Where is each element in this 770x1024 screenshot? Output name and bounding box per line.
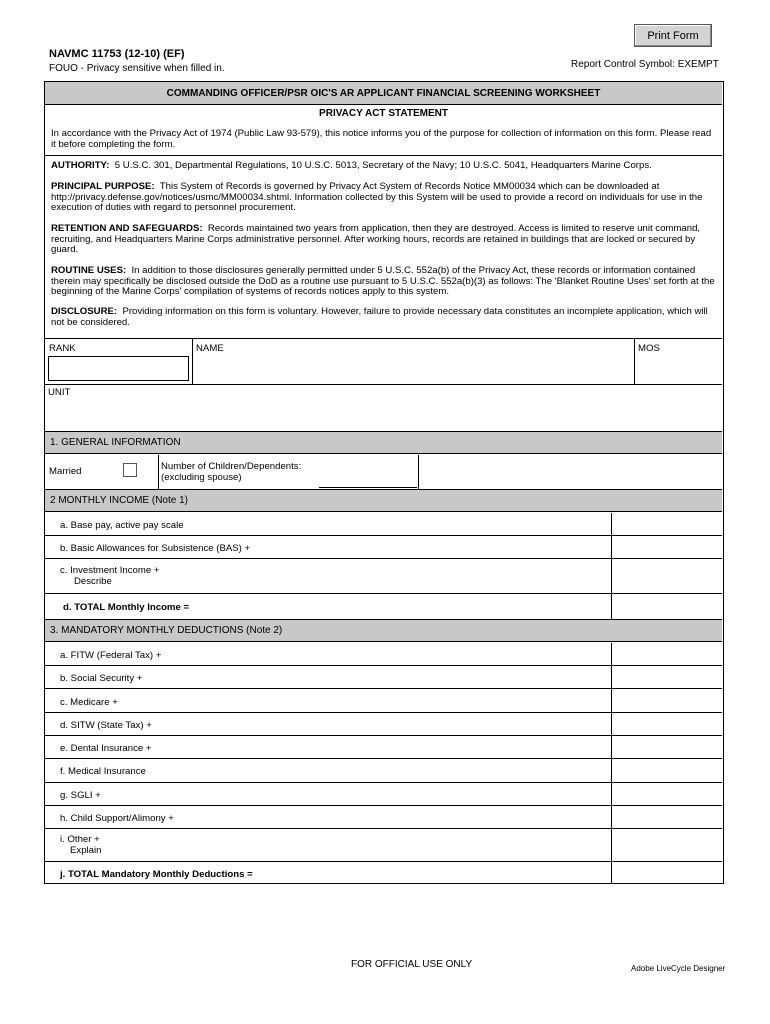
- unit-input[interactable]: [45, 398, 722, 430]
- deduction-g-input[interactable]: [612, 783, 722, 805]
- income-b-label: b. Basic Allowances for Subsistence (BAS) +: [60, 543, 251, 554]
- mandatory-deductions-heading: 3. MANDATORY MONTHLY DEDUCTIONS (Note 2): [45, 619, 722, 642]
- deduction-e-label: e. Dental Insurance +: [60, 743, 152, 754]
- general-information-heading: 1. GENERAL INFORMATION: [45, 431, 722, 454]
- deductions-total-input[interactable]: [612, 862, 722, 883]
- privacy-act-title: PRIVACY ACT STATEMENT: [319, 108, 448, 119]
- monthly-income-heading: 2 MONTHLY INCOME (Note 1): [45, 489, 722, 512]
- fouo-notice: FOUO - Privacy sensitive when filled in.: [49, 63, 225, 74]
- deduction-d-label: d. SITW (State Tax) +: [60, 720, 152, 731]
- print-form-button[interactable]: Print Form: [634, 24, 712, 47]
- purpose-paragraph: [51, 182, 717, 214]
- deduction-a-input[interactable]: [612, 643, 722, 665]
- deduction-f-label: f. Medical Insurance: [60, 766, 146, 777]
- privacy-intro: In accordance with the Privacy Act of 1974 (Public Law 93-579), this notice informs you of the purpose for collection of information on this form. Please read it before completing the form.: [51, 128, 712, 150]
- routine-uses-paragraph: [51, 266, 717, 298]
- deduction-d-input[interactable]: [612, 713, 722, 735]
- children-label-line2: (excluding spouse): [161, 472, 242, 483]
- income-total-label: d. TOTAL Monthly Income =: [63, 602, 190, 613]
- income-c-line1: c. Investment Income +: [60, 565, 160, 576]
- income-c-line2: Describe: [74, 576, 112, 587]
- fouo-footer: FOR OFFICIAL USE ONLY: [351, 959, 473, 970]
- deduction-a-label: a. FITW (Federal Tax) +: [60, 650, 162, 661]
- mos-input[interactable]: [635, 354, 722, 384]
- deduction-i-line2: Explain: [70, 845, 102, 856]
- authority-text: 5 U.S.C. 301, Departmental Regulations, 10 U.S.C. 5013, Secretary of the Navy; 10 U.S.C. 5041, Headquarters Marine Corps.: [114, 160, 652, 171]
- disclosure-paragraph: [51, 307, 717, 328]
- disclosure-label: DISCLOSURE:: [51, 306, 118, 317]
- deduction-i-input[interactable]: [612, 829, 722, 861]
- unit-label: UNIT: [48, 387, 71, 398]
- routine-text: In addition to those disclosures generally permitted under 5 U.S.C. 552a(b) of the Privacy Act, these records or information contained therein may specifically be disclosed outside the DoD as a routine use pursuant to 5 U.S.C. 552a(b)(3) as follows: The 'Blanket Routine Uses' set forth at the beginning of the Marine Corps' compilation of systems of records notices apply to this system.: [51, 265, 715, 297]
- authority-label: AUTHORITY:: [51, 160, 110, 171]
- deduction-h-input[interactable]: [612, 806, 722, 828]
- married-checkbox[interactable]: [123, 463, 137, 477]
- purpose-label: PRINCIPAL PURPOSE:: [51, 181, 155, 192]
- worksheet-form: [44, 81, 724, 884]
- rank-label: RANK: [49, 343, 76, 354]
- purpose-text: This System of Records is governed by Privacy Act System of Records Notice MM00034 which can be downloaded at http://privacy.defense.gov/notices/usmc/MM00034.shtml. Information collected by this System will be used to provide a record on individuals for use in the execution of duties with regard to personnel procurement.: [51, 181, 703, 213]
- mos-label: MOS: [638, 343, 660, 354]
- deduction-i-line1: i. Other +: [60, 834, 100, 845]
- deduction-g-label: g. SGLI +: [60, 790, 101, 801]
- deduction-c-label: c. Medicare +: [60, 697, 118, 708]
- form-title: COMMANDING OFFICER/PSR OIC'S AR APPLICANT FINANCIAL SCREENING WORKSHEET: [45, 82, 722, 105]
- income-b-input[interactable]: [612, 536, 722, 558]
- authority-paragraph: [51, 161, 717, 172]
- income-a-label: a. Base pay, active pay scale: [60, 520, 184, 531]
- name-input[interactable]: [193, 354, 634, 384]
- name-label: NAME: [196, 343, 224, 354]
- children-label: [161, 461, 301, 483]
- routine-label: ROUTINE USES:: [51, 265, 127, 276]
- rank-input[interactable]: [48, 356, 189, 381]
- designer-credit: Adobe LiveCycle Designer: [631, 964, 726, 973]
- income-c-label: [60, 565, 159, 587]
- children-input[interactable]: [319, 460, 417, 488]
- income-a-input[interactable]: [612, 513, 722, 535]
- deduction-h-label: h. Child Support/Alimony +: [60, 813, 174, 824]
- report-control-symbol: Report Control Symbol: EXEMPT: [571, 59, 719, 70]
- deduction-e-input[interactable]: [612, 736, 722, 758]
- deduction-b-input[interactable]: [612, 666, 722, 688]
- married-label: Married: [49, 466, 82, 477]
- deduction-c-input[interactable]: [612, 689, 722, 712]
- retention-paragraph: [51, 224, 717, 256]
- retention-label: RETENTION AND SAFEGUARDS:: [51, 223, 203, 234]
- deduction-b-label: b. Social Security +: [60, 673, 143, 684]
- deduction-f-input[interactable]: [612, 759, 722, 782]
- deduction-i-label: [60, 834, 101, 856]
- deductions-total-label: j. TOTAL Mandatory Monthly Deductions =: [60, 869, 253, 880]
- income-total-input[interactable]: [612, 594, 722, 619]
- retention-text: Records maintained two years from application, then they are destroyed. Access is limited to reserve unit command, recruiting, and Headquarters Marine Corps administrative personnel. After working hours, records are retained in buildings that are locked or secured by guard.: [51, 223, 701, 255]
- disclosure-text: Providing information on this form is voluntary. However, failure to provide necessary data constitutes an incomplete application, which will not be considered.: [51, 306, 708, 328]
- form-id: NAVMC 11753 (12-10) (EF): [49, 48, 185, 60]
- income-c-input[interactable]: [612, 559, 722, 593]
- children-label-line1: Number of Children/Dependents:: [161, 461, 302, 472]
